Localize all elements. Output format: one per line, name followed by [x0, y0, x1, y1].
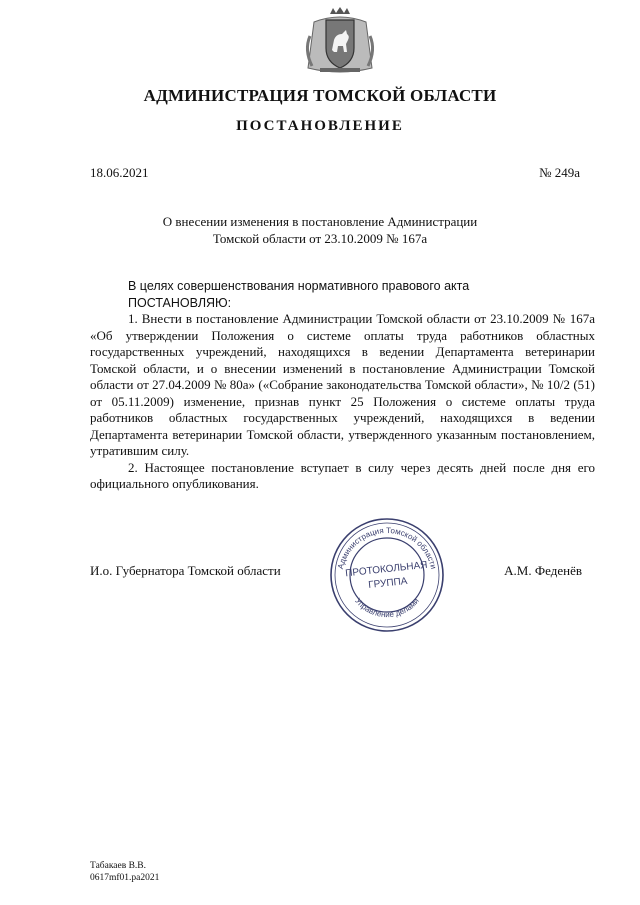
footer-info: [90, 860, 159, 884]
subject-line-1: О внесении изменения в постановление Администрации: [162, 214, 478, 229]
preamble: В целях совершенствования нормативного правового акта: [128, 279, 470, 293]
file-code: 0617mf01.ра2021: [90, 873, 160, 883]
stamp-bottom-text: Управление делами: [353, 596, 421, 620]
subject-line-2: Томской области от 23.10.2009 № 167а: [212, 231, 428, 246]
organization-title: АДМИНИСТРАЦИЯ ТОМСКОЙ ОБЛАСТИ: [143, 86, 497, 105]
stamp-center-line-2: ГРУППА: [367, 575, 408, 591]
signatory-name: А.М. Феденёв: [504, 563, 582, 578]
coat-of-arms-icon: [300, 6, 380, 78]
item-1: 1. Внести в постановление Администрации Томской области от 23.10.2009 № 167а «Об утверждении Положения о системе оплаты труда работников областных государственных учреждений, находящихся в ведении Департамента ветеринарии Томской области, и о внесении изменений в постановление Администрации Томской области от 27.04.2009 № 80а» («Собрание законодательства Томской области», № 10/2 (51) от 05.11.2009) изменение, признав пункт 25 Положения о системе оплаты труда работников областных государственных учреждений, находящихся в ведении Департамента ветеринарии Томской области, утвержденного указанным постановлением, утратившим силу.: [90, 311, 595, 458]
executor-name: Табакаев В.В.: [90, 861, 147, 871]
stamp-center-line-1: ПРОТОКОЛЬНАЯ: [344, 559, 429, 580]
official-stamp: [328, 516, 446, 634]
stamp-ring-text: Администрация Томской области: [335, 525, 439, 570]
document-subject: [150, 213, 490, 247]
document-body: [90, 278, 595, 493]
document-type: ПОСТАНОВЛЕНИЕ: [236, 118, 404, 134]
document-number: № 249а: [539, 165, 580, 180]
document-date: 18.06.2021: [90, 165, 149, 180]
item-2: 2. Настоящее постановление вступает в силу через десять дней после дня его официального опубликования.: [90, 459, 595, 491]
decree-word: ПОСТАНОВЛЯЮ:: [128, 295, 232, 310]
signatory-position: И.о. Губернатора Томской области: [90, 563, 281, 578]
